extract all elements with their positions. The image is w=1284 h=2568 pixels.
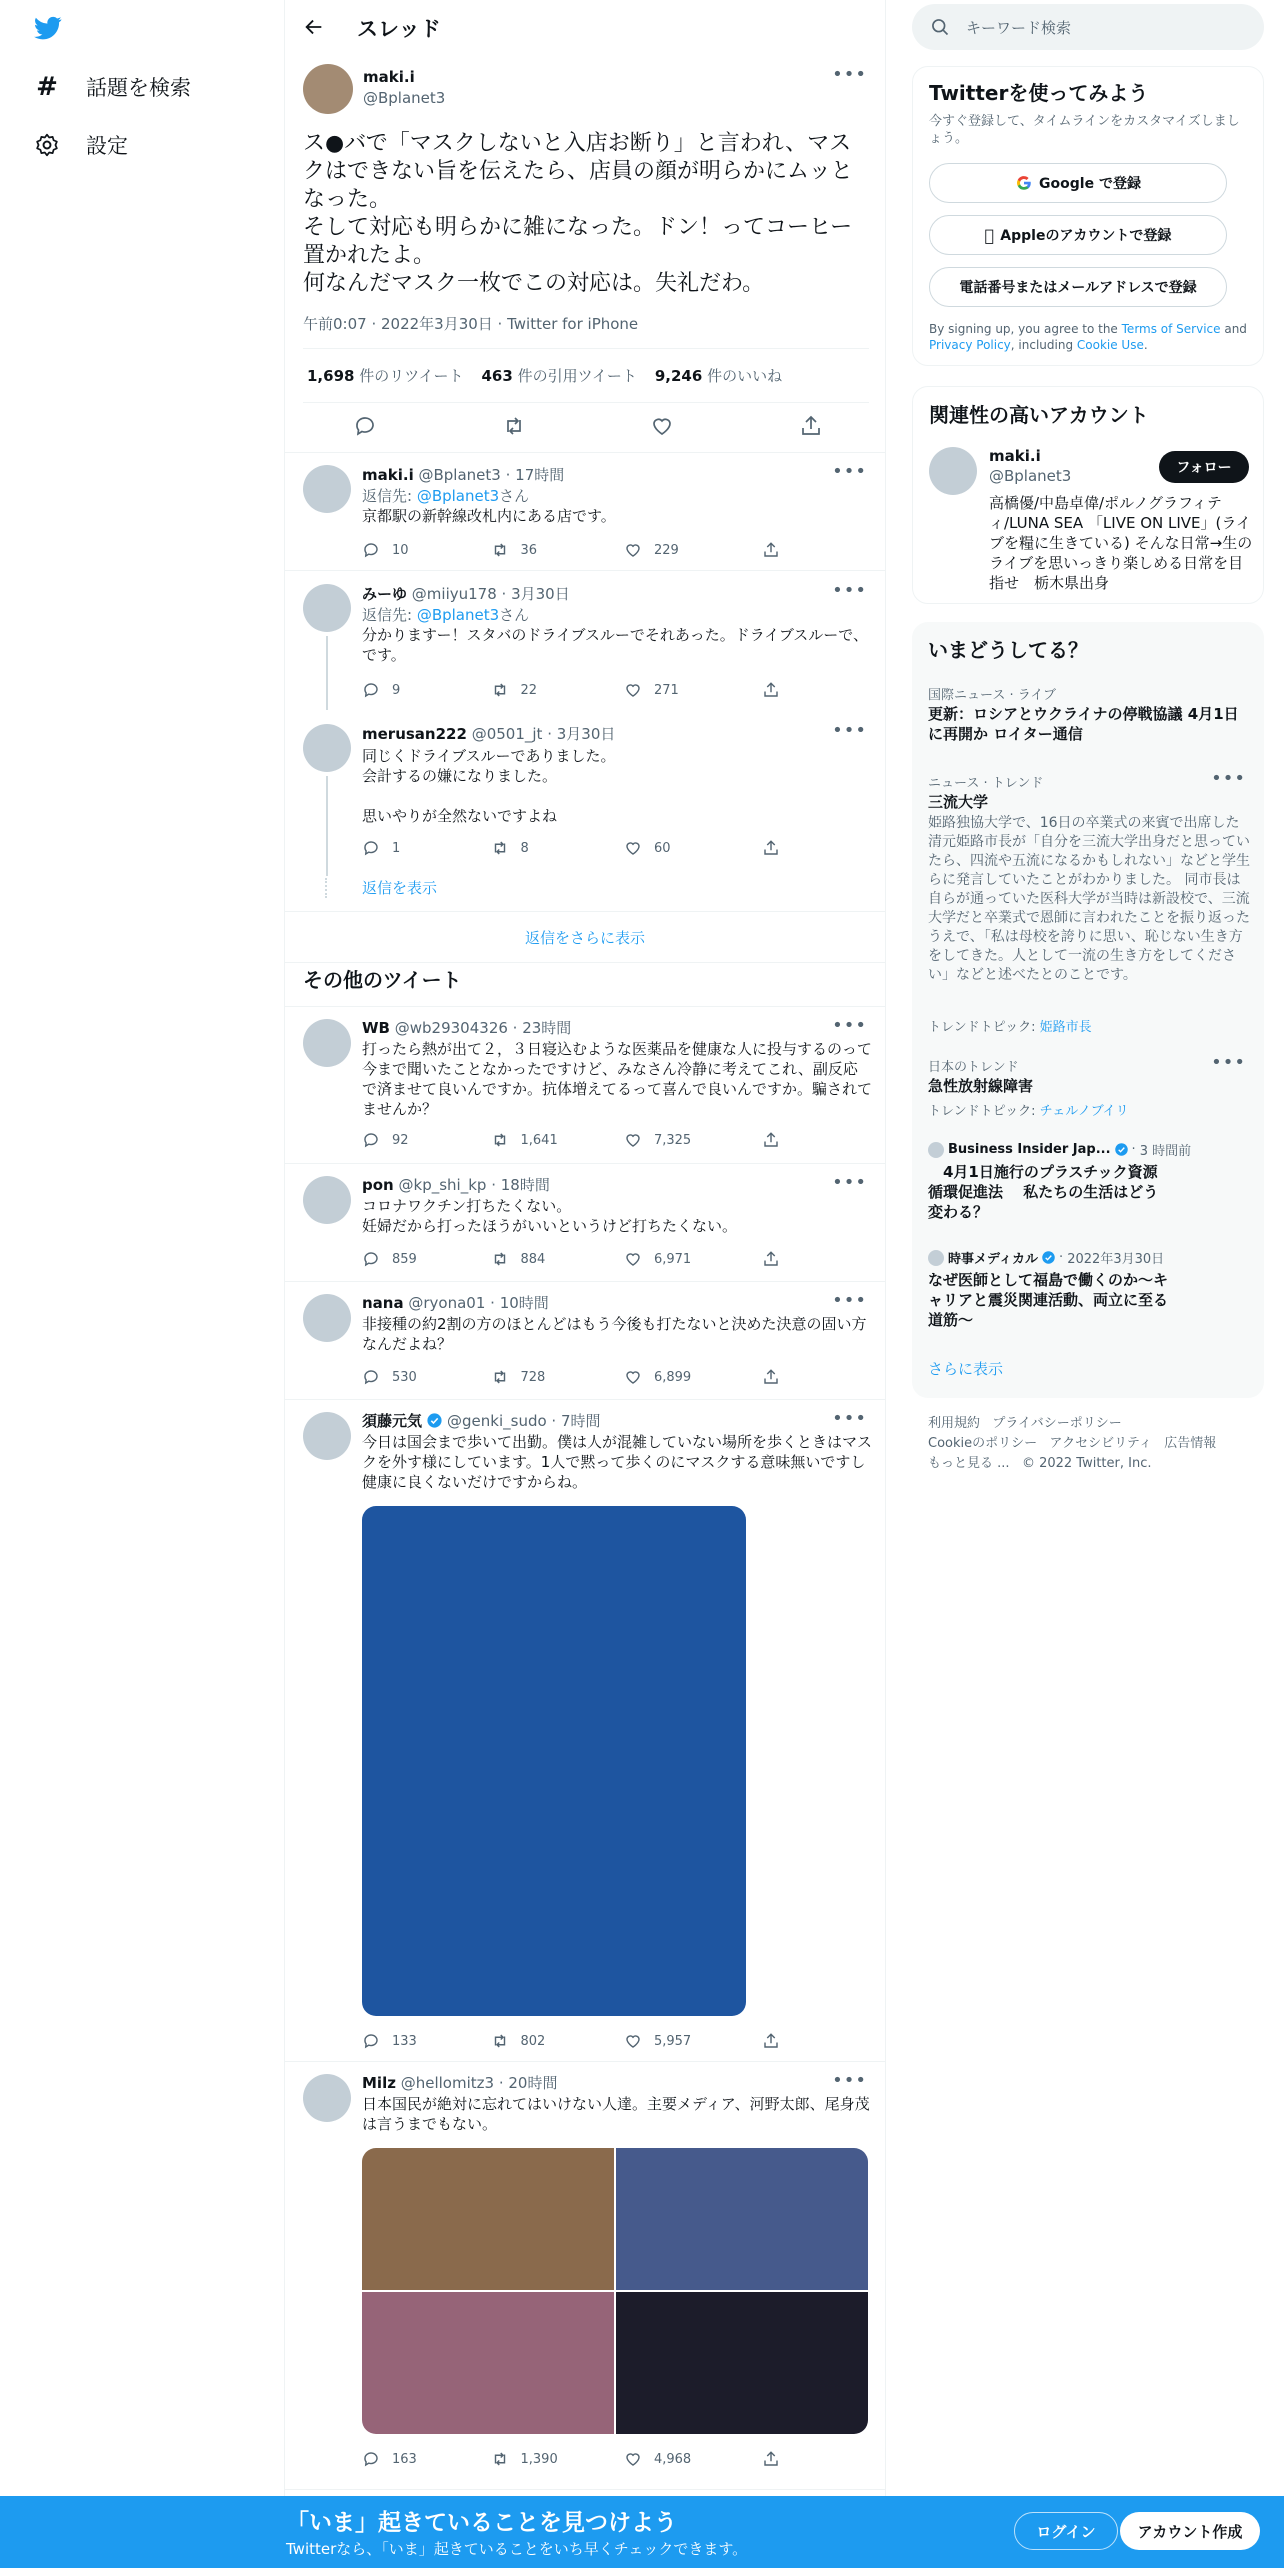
share-icon [762,1250,780,1268]
avatar[interactable] [303,724,351,772]
tweet-text: 日本国民が絶対に忘れてはいけない人達。主要メディア、河野太郎、尾身茂は言うまでもない。 [362,2095,870,2133]
trend-meta: 国際ニュース · ライブ [928,688,1056,703]
retweet-count: 728 [520,1369,546,1385]
signup-button[interactable]: アカウント作成 [1120,2512,1260,2550]
tweet-text: 今日は国会まで歩いて出勤。僕は人が混雑していない場所を歩くときはマスクを外す様にしています。1人で黙って歩くのにマスクする意味無いですし健康に良くないだけですからね。 [362,1433,873,1491]
reply-author-name[interactable]: maki.i [362,466,414,484]
tweet-media-image[interactable] [362,1506,746,2016]
retweet-button[interactable] [491,837,624,859]
privacy-policy-link[interactable]: Privacy Policy [929,338,1011,352]
like-count: 9,246 [654,367,703,385]
reply-text: 京都駅の新幹線改札内にある店です。 [362,507,616,525]
reply-count: 92 [392,1132,409,1148]
footer-more-link[interactable]: もっと見る ... [928,1456,1010,1471]
reply-author-name[interactable]: みーゆ [362,585,408,603]
like-count: 271 [653,682,679,698]
share-icon [762,681,780,699]
like-button[interactable] [624,2448,762,2470]
retweet-stat-label: 件のリツイート [359,367,464,385]
quote-stat[interactable] [482,365,637,386]
reply-icon [362,541,380,559]
trend-description: 姫路独協大学で、16日の卒業式の来賓で出席した清元姫路市長が「自分を三流大学出身だと思っていたら、四流や五流になるかもしれない」などと学生らに発言していたことがわかりました。 同市長は自らが通っていた医科大学が当時は新設校で、三流大学だと卒業式で恩師に言われたことを振り返ったうえで、「私は母校を誇りに思い、恥じない生き方をしてきた。人として一流の生き方をしてください」などと述べたとのことです。 [928,815,1250,983]
like-button[interactable] [624,679,762,701]
signup-card-title: Twitterを使ってみよう [929,81,1149,105]
share-button[interactable] [762,837,792,859]
tweet-actions [362,1248,792,1270]
reply-to-suffix: さん [499,487,530,505]
reply-button[interactable] [362,837,491,859]
reply-text: 分かりますー！スタバのドライブスルーでそれあった。ドライブスルーで、です。 [362,626,868,664]
more-icon[interactable]: ••• [1211,768,1246,789]
like-icon [624,839,642,857]
share-button[interactable] [762,1129,792,1151]
tweet-actions [362,2448,792,2470]
reply-to-prefix: 返信先: [362,606,417,624]
retweet-icon [491,1250,509,1268]
reply-count: 9 [392,682,401,698]
related-accounts-title: 関連性の高いアカウント [929,403,1149,427]
retweet-stat[interactable] [307,365,464,386]
search-icon [930,17,950,37]
more-icon[interactable]: ••• [832,64,867,85]
trends-title: いまどうしてる？ [928,638,1088,662]
separator-dot: · [500,466,516,484]
reply-text: 同じくドライブスルーでありました。 会計するの嫌になりました。 思いやりが全然ないですよね [362,747,616,825]
hashtag-icon: # [36,72,58,102]
share-icon [762,1131,780,1149]
signup-card [912,66,1264,366]
show-more-link[interactable]: さらに表示 [928,1360,1004,1378]
tweet-time[interactable]: 7時間 [560,1412,601,1430]
share-button[interactable] [762,1366,792,1388]
phone-email-signup-label: 電話番号またはメールアドレスで登録 [959,280,1197,296]
retweet-button[interactable] [491,2448,624,2470]
tweet-author-handle[interactable]: @ryona01 [408,1294,486,1312]
tweet-author-handle[interactable]: @wb29304326 [394,1019,508,1037]
share-icon [762,1368,780,1386]
news-time: 2022年3月30日 [1067,1252,1165,1267]
reply-count: 10 [392,542,409,558]
avatar[interactable] [303,2074,351,2122]
verified-badge-icon [1041,1250,1056,1265]
tweet-actions [362,679,792,701]
reply-button[interactable] [362,1366,491,1388]
reply-tweet[interactable] [285,572,885,710]
like-count: 5,957 [653,2033,692,2049]
separator-dot: · [494,2074,509,2092]
thread-dots [325,878,329,898]
retweet-icon[interactable] [502,414,526,440]
news-source: 時事メディカル [948,1252,1038,1267]
like-button[interactable] [624,837,762,859]
reply-count: 133 [392,2033,417,2049]
reply-icon [362,2450,380,2468]
tweet-author-handle[interactable]: @genki_sudo [447,1411,547,1430]
retweet-button[interactable] [491,539,624,561]
main-tweet-text: ス●バで「マスクしないと入店お断り」と言われ、マスクはできない旨を伝えたら、店員の顔が明らかにムッとなった。 そして対応も明らかに雑になった。ドン！ってコーヒー置かれたよ。 何なんだマスク一枚でこの対応は。失礼だわ。 [303,131,853,296]
tweet-actions [362,1366,792,1388]
search-bar[interactable] [912,4,1264,50]
bottom-bar-subtitle: Twitterなら、「いま」起きていることをいち早くチェックできます。 [286,2540,748,2558]
tweet-media-grid [362,2148,868,2434]
reply-button[interactable] [362,1129,491,1151]
more-icon[interactable]: ••• [832,720,867,741]
trend-topic-label: トレンドトピック: [928,1020,1040,1035]
share-button[interactable] [762,2448,792,2470]
like-icon [624,2450,642,2468]
reply-to-line [362,604,529,625]
reply-count: 859 [392,1251,417,1267]
like-icon [624,681,642,699]
more-icon[interactable]: ••• [832,1015,867,1036]
left-nav [0,0,284,2568]
nav-explore-label: 話題を検索 [86,76,191,100]
terms-of-service-link[interactable]: Terms of Service [1121,322,1221,336]
avatar[interactable] [303,1019,351,1067]
retweet-button[interactable] [491,2030,624,2052]
separator-dot: · [1058,1250,1068,1265]
trend-topic-link[interactable]: チェルノブイリ [1039,1104,1129,1119]
page-title: スレッド [357,17,441,41]
share-button[interactable] [762,1248,792,1270]
search-input[interactable]: キーワード検索 [966,18,1072,37]
back-arrow-icon[interactable] [303,16,325,38]
verified-badge-icon [426,1412,443,1429]
tweet-time[interactable]: 18時間 [500,1176,550,1194]
share-icon [762,541,780,559]
separator-dot: · [507,1019,523,1037]
trend-topic-link[interactable]: 姫路市長 [1039,1020,1092,1035]
source-avatar [928,1142,944,1158]
other-tweet[interactable] [285,2062,885,2490]
reply-time[interactable]: 3月30日 [556,725,616,743]
news-source-line [928,1140,1191,1159]
tweet-author-name[interactable]: 須藤元気 [362,1412,423,1430]
footer-copyright: © 2022 Twitter, Inc. [1021,1456,1152,1471]
like-icon [624,2032,642,2050]
trend-title: 急性放射線障害 [928,1077,1034,1095]
tweet-author-name[interactable]: pon [362,1176,394,1194]
reply-icon [362,1131,380,1149]
reply-to-line [362,485,529,506]
retweet-button[interactable] [491,1248,624,1270]
retweet-icon [491,2450,509,2468]
other-tweet[interactable] [285,1282,885,1400]
reply-button[interactable] [362,1248,491,1270]
reply-author-name[interactable]: merusan222 [362,725,467,743]
reply-author-handle[interactable]: @miiyu178 [411,585,497,603]
avatar[interactable] [303,465,351,513]
more-replies-link[interactable]: 返信をさらに表示 [285,913,885,963]
news-time: 3 時間前 [1139,1144,1192,1159]
separator-dot: · [1131,1142,1140,1157]
author-name[interactable]: maki.i [363,68,415,86]
retweet-count: 1,641 [520,1132,558,1148]
reply-to-suffix: さん [499,606,530,624]
phone-email-signup-button[interactable] [929,267,1227,307]
tweet-actions [362,837,792,859]
google-signup-button[interactable] [929,163,1227,203]
trend-topic-line [928,1100,1129,1119]
tweet-text: 打ったら熱が出て２，３日寝込むような医薬品を健康な人に投与するのって今まで聞いたことなかったですけど、みなさん冷静に考えてこれ、副反応で済ませて良いんですか。抗体増えてるって喜んで良いんですか。騙されてませんか？ [362,1040,873,1118]
nav-explore[interactable] [34,62,191,112]
tweet-author-name[interactable]: Milz [362,2074,396,2092]
tweet-media-image[interactable] [362,2148,614,2290]
like-count: 229 [653,542,679,558]
like-count: 7,325 [653,1132,692,1148]
tweet-author-handle[interactable]: @kp_shi_kp [398,1176,487,1194]
gear-icon [34,132,60,158]
separator-dot: · [546,1411,561,1430]
terms-text: By signing up, you agree to the [929,322,1122,336]
reply-icon [362,1250,380,1268]
retweet-count: 802 [520,2033,546,2049]
reply-button[interactable] [362,2448,491,2470]
trends-card [912,622,1264,1398]
other-tweet[interactable] [285,1400,885,2062]
show-replies-link[interactable]: 返信を表示 [362,879,438,897]
avatar[interactable] [303,64,353,114]
reply-icon [362,1368,380,1386]
tweet-media-image[interactable] [616,2292,868,2434]
retweet-icon [491,2032,509,2050]
more-icon[interactable]: ••• [832,1290,867,1311]
more-icon[interactable]: ••• [832,1408,867,1429]
reply-to-mention[interactable]: @Bplanet3 [416,487,500,505]
follow-button[interactable]: フォロー [1159,451,1249,483]
avatar[interactable] [303,1294,351,1342]
trend-topic-line [928,1016,1092,1035]
tweet-text: コロナワクチン打ちたくない。 妊婦だから打ったほうがいいというけど打ちたくない。 [362,1197,738,1235]
terms-text: . [1143,338,1148,352]
like-icon [624,541,642,559]
reply-time[interactable]: 17時間 [515,466,565,484]
cookie-use-link[interactable]: Cookie Use [1076,338,1144,352]
reply-icon [362,839,380,857]
nav-settings-label: 設定 [86,134,128,158]
like-icon [624,1368,642,1386]
tweet-actions [362,539,792,561]
retweet-count: 1,390 [520,2451,558,2467]
avatar[interactable] [303,1412,351,1460]
divider [303,402,869,403]
retweet-button[interactable] [491,679,624,701]
more-icon[interactable]: ••• [1211,1052,1246,1073]
retweet-button[interactable] [491,1129,624,1151]
separator-dot: · [542,725,557,743]
like-stat[interactable] [655,365,782,386]
news-title: なぜ医師として福島で働くのか～キャリアと震災関連活動、両立に至る道筋～ [928,1271,1169,1329]
retweet-icon [491,1131,509,1149]
reply-icon[interactable] [353,414,377,440]
reply-tweet[interactable] [285,453,885,571]
reply-to-prefix: 返信先: [362,487,417,505]
apple-signup-label: Appleのアカウントで登録 [995,228,1167,244]
related-account-name[interactable]: maki.i [989,447,1041,465]
google-icon [1015,174,1033,192]
thread-line [326,776,328,876]
tweet-time[interactable]: 20時間 [508,2074,558,2092]
apple-icon [985,226,995,245]
news-source: Business Insider Jap... [948,1142,1111,1157]
nav-settings[interactable] [34,120,128,170]
retweet-icon [491,839,509,857]
news-title: 4月1日施行のプラスチック資源循環促進法 私たちの生活はどう変わる？ [928,1163,1159,1221]
other-tweets-heading: その他のツイート [303,968,462,992]
reply-button[interactable] [362,539,491,561]
main-tweet-actions [353,414,823,440]
like-button[interactable] [624,1129,762,1151]
like-icon[interactable] [650,414,674,440]
retweet-count: 36 [520,542,538,558]
google-signup-label: Google で登録 [1039,176,1141,192]
more-icon[interactable]: ••• [832,2070,867,2091]
thread-column [284,0,886,2568]
like-count: 6,899 [653,1369,692,1385]
more-icon[interactable]: ••• [832,1172,867,1193]
other-tweet[interactable] [285,1164,885,1282]
like-stat-label: 件のいいね [707,367,783,385]
like-icon [624,1250,642,1268]
retweet-count: 1,698 [307,367,355,385]
quote-count: 463 [481,367,513,385]
source-avatar [928,1250,944,1266]
share-button[interactable] [762,679,792,701]
reply-icon [362,681,380,699]
more-icon[interactable]: ••• [832,580,867,601]
share-icon [762,839,780,857]
apple-signup-button[interactable] [929,215,1227,255]
twitter-logo-icon[interactable] [32,14,64,42]
news-source-line [928,1248,1164,1267]
divider [303,348,869,349]
reply-button[interactable] [362,679,491,701]
tweet-author-name[interactable]: WB [362,1019,390,1037]
reply-count: 1 [392,840,401,856]
thread-line [326,636,328,710]
retweet-count: 22 [520,682,538,698]
avatar[interactable] [303,1176,351,1224]
login-button[interactable]: ログイン [1014,2512,1118,2550]
reply-author-handle[interactable]: @0501_jt [471,725,543,743]
share-icon[interactable] [799,414,823,440]
more-icon[interactable]: ••• [832,461,867,482]
related-account-bio: 高橋優/中島卓偉/ポルノグラフィティ/LUNA SEA 「LIVE ON LIVE」(ライブを糧に生きている) そんな日常→生のライブを思いっきり楽しめる日常を目指せ 栃木県出身 [989,494,1253,592]
like-button[interactable] [624,539,762,561]
reply-tweet[interactable] [285,712,885,912]
like-count: 6,971 [653,1251,692,1267]
like-button[interactable] [624,1248,762,1270]
separator-dot: · [485,1294,500,1312]
bottom-signup-bar [0,2496,1284,2568]
avatar[interactable] [929,447,977,495]
other-tweet[interactable] [285,1006,885,1164]
footer-link[interactable]: プライバシーポリシー [992,1416,1122,1431]
share-button[interactable] [762,539,792,561]
like-count: 60 [653,840,671,856]
reply-time[interactable]: 3月30日 [511,585,570,603]
reply-count: 530 [392,1369,417,1385]
tweet-media-image[interactable] [616,2148,868,2290]
trend-meta: 日本のトレンド [928,1060,1019,1075]
retweet-icon [491,541,509,559]
tweet-timestamp[interactable]: 午前0:07 · 2022年3月30日 · Twitter for iPhone [303,315,639,333]
footer-link[interactable]: アクセシビリティ [1049,1436,1152,1451]
related-account-handle[interactable]: @Bplanet3 [989,467,1072,485]
tweet-actions [362,2030,792,2052]
retweet-count: 884 [520,1251,546,1267]
reply-button[interactable] [362,2030,491,2052]
retweet-icon [491,1368,509,1386]
terms-text: and [1220,322,1247,336]
avatar[interactable] [303,584,351,632]
retweet-count: 8 [520,840,529,856]
footer-link[interactable]: Cookieのポリシー [928,1436,1038,1451]
trend-title: 三流大学 [928,793,989,811]
footer-link[interactable]: 広告情報 [1164,1436,1217,1451]
retweet-button[interactable] [491,1366,624,1388]
footer-links [928,1414,1258,1474]
share-icon [762,2032,780,2050]
tweet-media-image[interactable] [362,2292,614,2434]
trend-title: 更新：ロシアとウクライナの停戦協議 4月1日に再開か ロイター通信 [928,705,1239,743]
signup-card-subtitle: 今すぐ登録して、タイムラインをカスタマイズしましょう。 [929,114,1240,146]
like-icon [624,1131,642,1149]
separator-dot: · [496,585,512,603]
verified-badge-icon [1114,1142,1129,1157]
separator-dot: · [486,1176,501,1194]
trend-topic-label: トレンドトピック: [928,1104,1040,1119]
reply-icon [362,2032,380,2050]
like-button[interactable] [624,1366,762,1388]
quote-stat-label: 件の引用ツイート [517,367,637,385]
retweet-icon [491,681,509,699]
related-accounts-card [912,386,1264,604]
tweet-author-name[interactable]: nana [362,1294,404,1312]
footer-link[interactable]: 利用規約 [928,1416,981,1431]
like-count: 4,968 [653,2451,692,2467]
tweet-time[interactable]: 10時間 [499,1294,549,1312]
tweet-author-handle[interactable]: @hellomitz3 [400,2074,495,2092]
terms-text: , including [1010,338,1077,352]
author-handle[interactable]: @Bplanet3 [363,89,446,107]
trend-meta: ニュース · トレンド [928,776,1044,791]
bottom-bar-title: 「いま」起きていることを見つけよう [286,2510,677,2536]
tweet-stats [307,365,782,386]
share-icon [762,2450,780,2468]
tweet-text: 非接種の約2割の方のほとんどはもう今後も打たないと決めた決意の固い方なんだよね？ [362,1315,867,1353]
signup-terms [929,321,1255,353]
reply-count: 163 [392,2451,417,2467]
tweet-actions [362,1129,792,1151]
share-button[interactable] [762,2030,792,2052]
reply-author-handle[interactable]: @Bplanet3 [418,466,501,484]
like-button[interactable] [624,2030,762,2052]
tweet-time[interactable]: 23時間 [522,1019,572,1037]
reply-to-mention[interactable]: @Bplanet3 [416,606,500,624]
